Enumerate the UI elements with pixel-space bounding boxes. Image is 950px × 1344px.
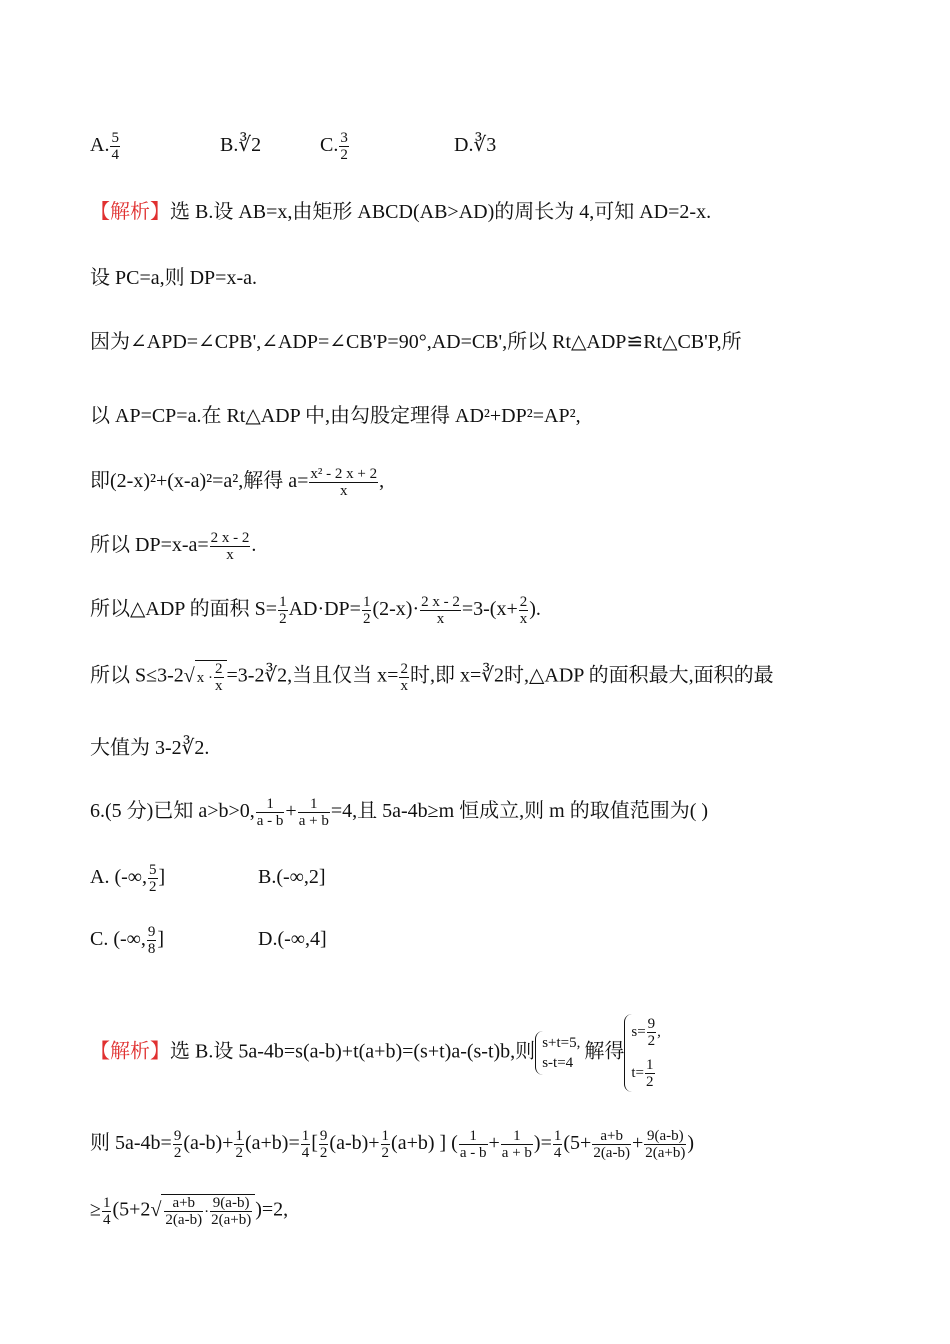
fraction: $\frac{5}{2}$: [149, 862, 157, 895]
q6-option-d[interactable]: D.(-∞,4]: [258, 928, 327, 951]
sol5-line4: 以 AP=CP=a.在 Rt△ADP 中,由勾股定理得 AD²+DP²=AP²,: [90, 405, 581, 427]
fraction: $\frac{2 x - 2}{x}$: [421, 594, 460, 627]
sol5-line5: 即(2-x)²+(x-a)²=a²,解得 a= $\frac{\text{x² - 2 x + 2}}{x}$ ,: [90, 466, 385, 499]
solution-system: s= $\frac{9}{2}$ , t= $\frac{1}{2}$: [624, 1014, 665, 1092]
fraction: $\frac{1}{a - b}$: [459, 1128, 487, 1161]
fraction: $\frac{9}{8}$: [147, 924, 156, 957]
q5-options: [90, 130, 496, 163]
fraction: $\frac{1}{a + b}$: [501, 1128, 532, 1161]
q5-option-c[interactable]: C. $\frac{3}{2}$: [320, 130, 348, 163]
fraction: $\frac{1}{4}$: [301, 1128, 310, 1161]
fraction: $\frac{1}{2}$: [362, 594, 371, 627]
sol5-line8: 所以 S≤3-2√ x · $\frac{2}{x}$ =3-2∛2,当且仅当 x= $\frac{2}{x}$ 时,即 x=∛2时,△ADP 的面积最大,面积的最: [90, 660, 774, 694]
fraction: $\frac{3}{2}$: [340, 130, 348, 163]
sol5-line9: 大值为 3-2∛2.: [90, 737, 210, 759]
equation-system: s+t=5, s-t=4: [535, 1031, 584, 1075]
q6-stem: 6.(5 分)已知 a>b>0, $\frac{1}{a - b}$ + $\frac{1}{a + b}$ =4,且 5a-4b≥m 恒成立,则 m 的取值范围为( ): [90, 796, 709, 829]
sol6-line2: 则 5a-4b= $\frac{9}{2}$ (a-b)+ $\frac{1}{2}$ (a+b)= $\frac{1}{4}$ [ $\frac{9}{2}$ (a-b)+ $\frac{1}{2}$ (a+b) ] ( $\frac{1}{a - b}$ + $\frac{1}{a + b}$ )= $\frac{1}{4}$ (5+ $\frac{a+b}{2(a-b)}$ + $\frac{9(a-b)}{2(a+b)}$ ): [90, 1128, 695, 1161]
fraction: $\frac{9(a-b)}{2(a+b)}$: [645, 1128, 686, 1161]
sol5-line2: 设 PC=a,则 DP=x-a.: [90, 267, 258, 289]
sol5-line3: 因为∠APD=∠CPB',∠ADP=∠CB'P=90°,AD=CB',所以 Rt△ADP≌Rt△CB'P,所: [90, 331, 742, 353]
fraction: $\frac{1}{2}$: [381, 1128, 390, 1161]
fraction: $\frac{9}{2}$: [173, 1128, 182, 1161]
q6-options-ab: [90, 862, 326, 895]
sol6-line1: 【解析】选 B.设 5a-4b=s(a-b)+t(a+b)=(s+t)a-(s-t)b,则 s+t=5, s-t=4 解得 s= $\frac{9}{2}$ , t= $\frac{1}{2}$: [90, 1014, 665, 1092]
q6-option-b[interactable]: B.(-∞,2]: [258, 866, 326, 889]
q6-option-a[interactable]: A. (-∞, $\frac{5}{2}$ ]: [90, 862, 166, 895]
fraction: $\frac{1}{2}$: [279, 594, 287, 627]
fraction: $\frac{2 x - 2}{x}$: [210, 530, 250, 563]
q6-option-c[interactable]: C. (-∞, $\frac{9}{8}$ ]: [90, 924, 165, 957]
sol5-line6: 所以 DP=x-a= $\frac{2 x - 2}{x}$ .: [90, 530, 257, 563]
q5-option-a[interactable]: A. $\frac{5}{4}$: [90, 130, 119, 163]
sol5-line1: 【解析】选 B.设 AB=x,由矩形 ABCD(AB>AD)的周长为 4,可知 AD=2-x.: [90, 201, 712, 223]
fraction: $\frac{a+b}{2(a-b)}$: [593, 1128, 630, 1161]
q5-option-d[interactable]: D.∛3: [454, 134, 497, 157]
fraction: $\frac{9}{2}$: [319, 1128, 328, 1161]
sol5-line7: 所以△ADP 的面积 S= $\frac{1}{2}$ AD·DP= $\frac{1}{2}$ (2-x)· $\frac{2 x - 2}{x}$ =3-(x+ $\frac{2}{x}$ ).: [90, 594, 541, 627]
radical: √ x · $\frac{2}{x}$: [184, 660, 227, 694]
analysis-tag: 【解析】: [90, 201, 170, 223]
fraction: $\frac{1}{2}$: [235, 1128, 243, 1161]
q5-option-b[interactable]: B.∛2: [220, 134, 262, 157]
fraction: $\frac{5}{4}$: [111, 130, 119, 163]
fraction: $\frac{1}{4}$: [553, 1128, 562, 1161]
fraction: $\frac{2}{x}$: [519, 594, 528, 627]
q6-options-cd: [90, 924, 327, 957]
fraction: $\frac{2}{x}$: [400, 660, 408, 694]
fraction: $\frac{1}{4}$: [102, 1194, 111, 1228]
fraction: $\frac{\text{x² - 2 x + 2}}{x}$: [310, 466, 378, 499]
analysis-tag: 【解析】: [90, 1040, 170, 1063]
radical: √ $\frac{a+b}{2(a-b)}$ · $\frac{9(a-b)}{2(a+b)}$: [150, 1194, 255, 1228]
fraction: $\frac{1}{a - b}$: [256, 796, 284, 829]
fraction: $\frac{1}{a + b}$: [298, 796, 329, 829]
sol6-line3: ≥ $\frac{1}{4}$ (5+2√ $\frac{a+b}{2(a-b)}$ · $\frac{9(a-b)}{2(a+b)}$ )=2,: [90, 1194, 289, 1228]
